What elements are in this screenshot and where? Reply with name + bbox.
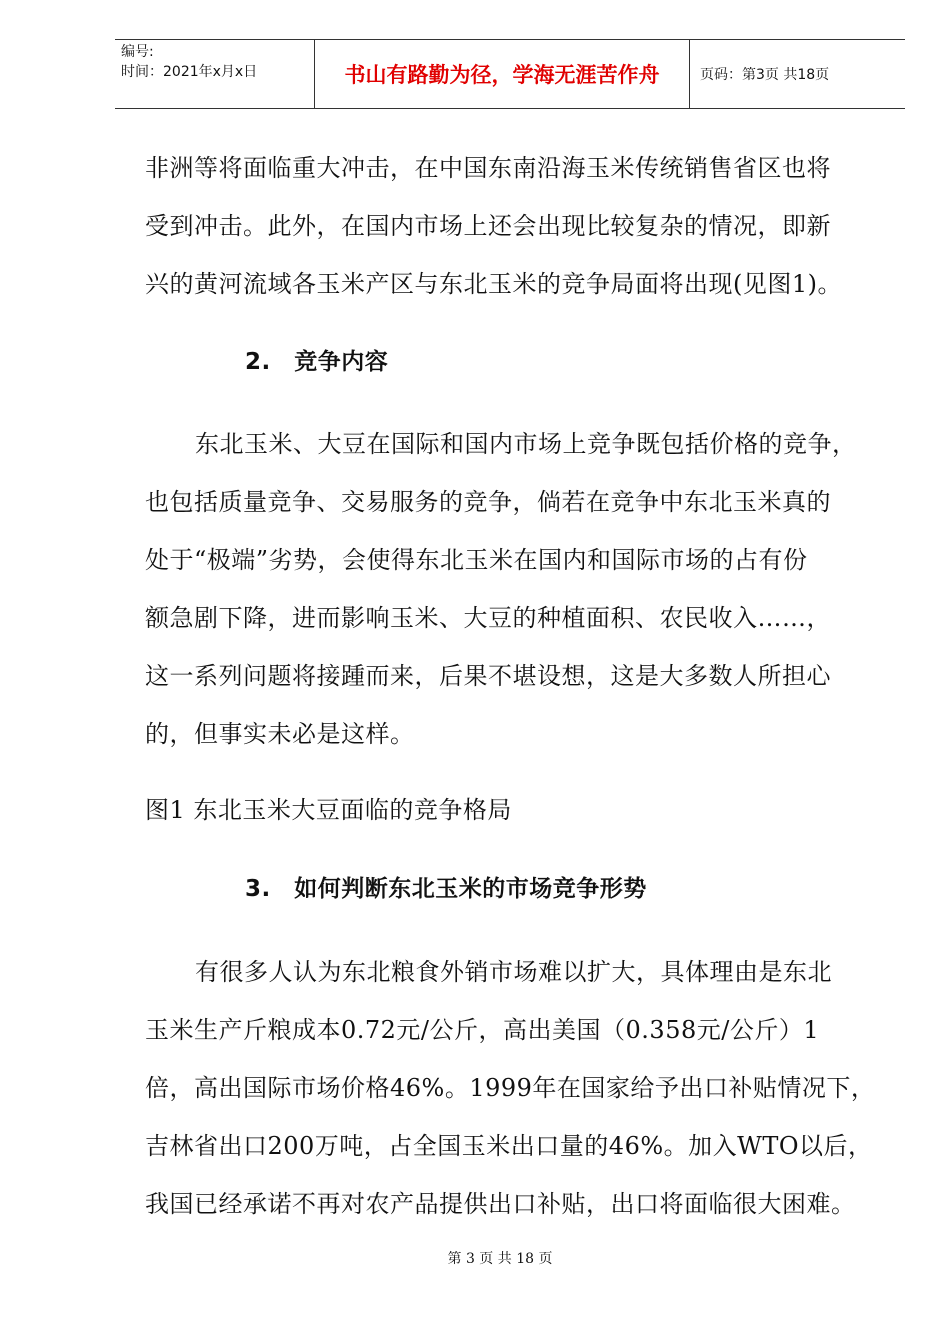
header-page-cell	[690, 40, 905, 108]
document-number-label: 编号:	[121, 44, 154, 60]
paragraph-line: 额急剧下降，进而影响玉米、大豆的种植面积、农民收入……，	[145, 604, 831, 632]
paragraph-line: 处于“极端”劣势，会使得东北玉米在国内和国际市场的占有份	[145, 546, 808, 574]
section-heading-3: 3. 如何判断东北玉米的市场竞争形势	[245, 876, 647, 902]
header-page-info: 页码：第3页 共18页	[700, 67, 830, 83]
paragraph-line: 倍，高出国际市场价格46%。1999年在国家给予出口补贴情况下，	[145, 1074, 876, 1102]
document-time: 时间：2021年x月x日	[121, 64, 258, 80]
paragraph-line: 这一系列问题将接踵而来，后果不堪设想，这是大多数人所担心	[145, 662, 831, 690]
footer-page-number: 第 3 页 共 18 页	[447, 1251, 553, 1267]
header-motto: 书山有路勤为径，学海无涯苦作舟	[344, 62, 660, 87]
paragraph-line: 玉米生产斤粮成本0.72元/公斤，高出美国（0.358元/公斤）1	[145, 1016, 820, 1044]
paragraph-line: 非洲等将面临重大冲击，在中国东南沿海玉米传统销售省区也将	[145, 154, 831, 182]
figure-caption: 图1 东北玉米大豆面临的竞争格局	[145, 796, 512, 824]
page-header	[115, 39, 905, 109]
header-motto-cell	[315, 40, 690, 108]
section-heading-2: 2. 竞争内容	[245, 349, 389, 375]
page-footer	[0, 1248, 950, 1268]
paragraph-line: 我国已经承诺不再对农产品提供出口补贴，出口将面临很大困难。	[145, 1190, 856, 1218]
paragraph-line: 也包括质量竞争、交易服务的竞争，倘若在竞争中东北玉米真的	[145, 488, 831, 516]
paragraph-line: 受到冲击。此外，在国内市场上还会出现比较复杂的情况，即新	[145, 212, 831, 240]
paragraph-line: 的，但事实未必是这样。	[145, 720, 415, 748]
header-meta	[115, 40, 315, 108]
paragraph-line: 兴的黄河流域各玉米产区与东北玉米的竞争局面将出现(见图1)。	[145, 270, 842, 298]
paragraph-line: 吉林省出口200万吨，占全国玉米出口量的46%。加入WTO以后，	[145, 1132, 873, 1160]
paragraph-line: 东北玉米、大豆在国际和国内市场上竞争既包括价格的竞争，	[195, 430, 857, 458]
paragraph-line: 有很多人认为东北粮食外销市场难以扩大，具体理由是东北	[195, 958, 832, 986]
